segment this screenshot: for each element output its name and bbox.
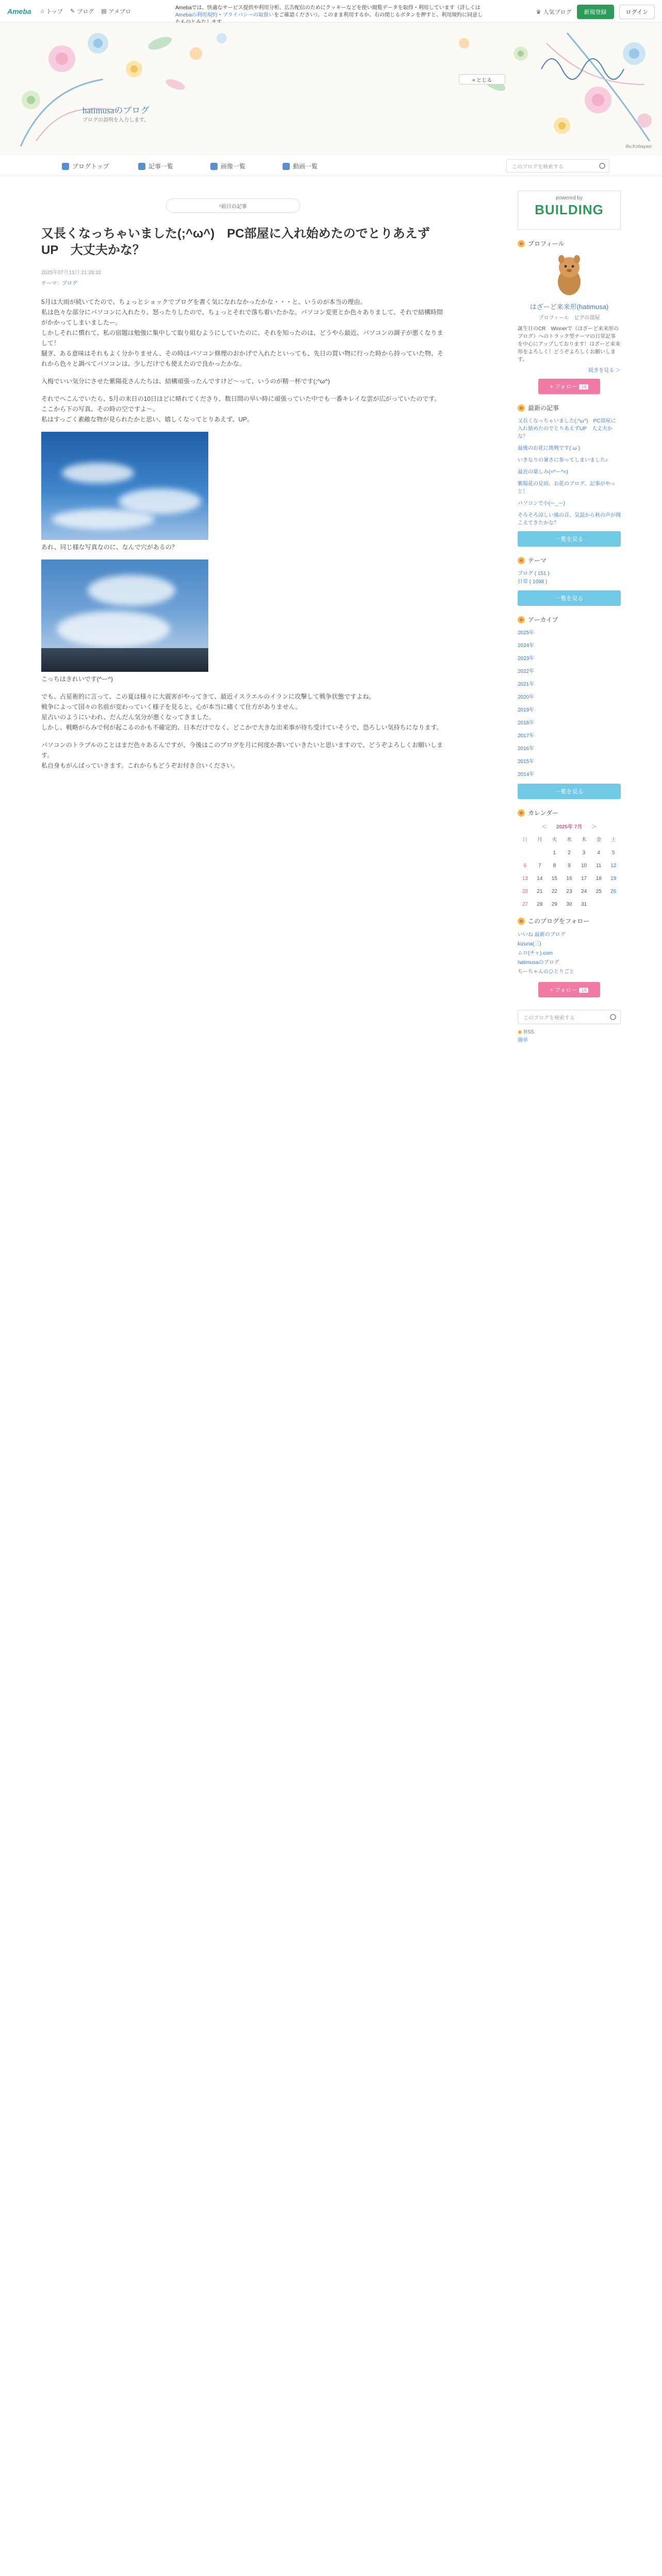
- blog-subtitle: ブログの説明を入力します。: [82, 117, 150, 123]
- nav-image-list[interactable]: 画像一覧: [210, 162, 245, 171]
- recent-item[interactable]: パソコンで小(ー_ー): [518, 501, 566, 506]
- calendar-day[interactable]: 10: [581, 863, 587, 869]
- rss-label: ◉ RSS: [518, 1029, 535, 1035]
- calendar-day[interactable]: 24: [581, 889, 587, 894]
- recent-item[interactable]: いきなりの暑さに参ってしまいました♪: [518, 457, 608, 463]
- fav-item[interactable]: いいね 最新のブログ: [518, 932, 566, 938]
- plus-icon: +: [550, 384, 555, 390]
- calendar-day[interactable]: 7: [538, 863, 541, 869]
- calendar-day: [533, 850, 548, 856]
- illustrator-signature: illu.Kobayasi: [625, 144, 652, 149]
- calendar-day[interactable]: 11: [595, 863, 602, 869]
- nav-blog-top[interactable]: ブログトップ: [62, 162, 109, 171]
- archive-heading: アーカイブ: [518, 615, 621, 624]
- fav-item[interactable]: kizuna(三): [518, 941, 541, 947]
- calendar-day[interactable]: 25: [595, 889, 602, 894]
- calendar-day[interactable]: 8: [553, 863, 556, 869]
- article: [41, 226, 443, 778]
- calendar-day[interactable]: 16: [566, 876, 572, 882]
- rss-section: [518, 1028, 621, 1045]
- blog-nav: [0, 156, 662, 176]
- calendar-day[interactable]: 30: [566, 902, 572, 907]
- blog-header: [0, 23, 662, 156]
- fav-item[interactable]: ムロ(チャ).com: [518, 951, 553, 956]
- profile-name[interactable]: はざーど来来形(hatimusa): [529, 303, 609, 311]
- archive-year[interactable]: 2025年: [518, 630, 535, 636]
- follow-button-bottom[interactable]: + フォロー 18: [538, 982, 600, 997]
- crown-icon: ♛: [536, 9, 541, 15]
- archive-year[interactable]: 2023年: [518, 656, 535, 662]
- theme-item[interactable]: 日常 ( 1098 ): [518, 579, 548, 585]
- search-icon[interactable]: [610, 1014, 616, 1020]
- archive-year[interactable]: 2017年: [518, 733, 535, 739]
- profile-links[interactable]: プロフィール ピグの部屋: [538, 315, 600, 321]
- flower-icon: [518, 240, 525, 247]
- calendar-day[interactable]: 3: [582, 850, 586, 856]
- cookie-notice: Amebaでは、快適なサービス提供や利用分析、広告配信のためにクッキーなどを使い閲覧データを取得・利用しています（詳しくはAmebaの利用規約・プライバシーの取扱いをご確認ください）。このまま利用するか、右の閉じるボタンを押すと、利用規約に同意し: [175, 5, 483, 18]
- calendar-day[interactable]: 5: [611, 850, 615, 856]
- calendar-day[interactable]: 23: [566, 889, 572, 894]
- article-theme-link[interactable]: テーマ：ブログ: [41, 281, 77, 286]
- calendar-day[interactable]: 18: [595, 876, 602, 882]
- recent-item[interactable]: 又長くなっちゃいました(;^ω^) PC部屋に入れ始めたのでとりあえずUP 大丈夫かな？: [518, 418, 616, 439]
- sky-photo-2[interactable]: [41, 560, 208, 672]
- calendar-day: [591, 902, 606, 907]
- calendar-grid: [518, 835, 621, 907]
- follow-count: 18: [579, 988, 588, 993]
- profile-text: 誕生日のCR Winnerで（はざーど来来形のブログ）へのトラック型テーマの日常記事を中心にアップしております！はざーど来来形をよろしく！どうぞよろしくお願いします。: [518, 326, 621, 363]
- calendar-weekday: 水: [566, 837, 572, 843]
- calendar-day[interactable]: 4: [597, 850, 600, 856]
- blog-search-input[interactable]: このブログを検索する: [506, 159, 609, 173]
- follow-count: 18: [579, 384, 588, 389]
- archive-year[interactable]: 2020年: [518, 694, 535, 700]
- calendar-day[interactable]: 27: [522, 902, 528, 907]
- archive-list-button[interactable]: 一覧を見る: [518, 784, 621, 799]
- flower-icon: [518, 918, 525, 925]
- home-icon: ⌂: [40, 8, 44, 14]
- theme-heading: テーマ: [518, 556, 621, 565]
- flower-icon: [518, 809, 525, 817]
- terms-link[interactable]: Amebaの利用規約: [175, 12, 218, 18]
- recent-list: [518, 417, 621, 527]
- calendar-weekday: 木: [581, 837, 587, 843]
- recent-item[interactable]: 最後のお花に挑戦です(´ω`): [518, 446, 581, 451]
- prev-article-button[interactable]: ‹ 前日の記事: [166, 198, 300, 213]
- calendar-weekday: 金: [596, 837, 602, 843]
- recent-heading: 最新の記事: [518, 403, 621, 412]
- sky-photo-1[interactable]: [41, 432, 208, 540]
- sidebar: [518, 191, 621, 1045]
- header-illustration: [0, 23, 662, 156]
- blog-title[interactable]: hatimusaのブログ: [82, 106, 150, 115]
- calendar-day[interactable]: 31: [581, 902, 587, 907]
- fav-item[interactable]: ちーちゃんのひとりごと: [518, 969, 574, 975]
- top-nav: [41, 7, 131, 15]
- video-icon: [283, 163, 290, 170]
- calendar-day[interactable]: 2: [568, 850, 571, 856]
- calendar-day[interactable]: 6: [523, 863, 527, 869]
- recent-item[interactable]: そろそろ涼しい風の音、気温から秋の声が聞こえてきたかな？: [518, 513, 621, 526]
- calendar-day[interactable]: 26: [610, 889, 617, 894]
- calendar-day[interactable]: 15: [551, 876, 557, 882]
- rss-icon: ◉: [518, 1029, 524, 1035]
- image-icon: [210, 163, 218, 170]
- fav-list: [518, 930, 621, 977]
- calendar-next-button[interactable]: ＞: [591, 824, 597, 830]
- archive-year[interactable]: 2015年: [518, 759, 535, 765]
- list-icon: [138, 163, 145, 170]
- archive-year[interactable]: 2018年: [518, 720, 535, 726]
- archive-year[interactable]: 2022年: [518, 669, 535, 674]
- calendar-day[interactable]: 14: [537, 876, 543, 882]
- archive-year[interactable]: 2019年: [518, 707, 535, 713]
- article-date: 2025年07月13日 21:39:32: [41, 270, 102, 276]
- avatar[interactable]: [551, 253, 587, 297]
- calendar-day[interactable]: 1: [553, 850, 556, 856]
- profile-heading: プロフィール: [518, 239, 621, 248]
- archive-year[interactable]: 2014年: [518, 772, 535, 777]
- calendar-heading: カレンダー: [518, 808, 621, 817]
- ameba-logo[interactable]: Ameba: [7, 7, 31, 15]
- top-nav-ameblo[interactable]: ▤ アメブロ: [101, 8, 131, 15]
- nav-article-list[interactable]: 記事一覧: [138, 162, 173, 171]
- recent-list-button[interactable]: 一覧を見る: [518, 531, 621, 547]
- archive-year[interactable]: 2024年: [518, 643, 535, 649]
- archive-list: [518, 629, 621, 779]
- calendar-day[interactable]: 29: [551, 902, 557, 907]
- calendar-day[interactable]: 22: [551, 889, 557, 894]
- photo-caption-2: こっちはきれいです(^ー^): [41, 675, 113, 683]
- article-paragraph: 入梅でいい気分にさせた紫陽花さんたちは、結構頑張ったんですけど～って、いうのが精一杯です(;^ω^): [41, 378, 330, 385]
- calendar-day[interactable]: 12: [610, 863, 617, 869]
- flower-icon: [518, 557, 525, 564]
- article-paragraph: パソコンのトラブルのことはまだ色々あるんですが、今後はこのブログを月に何度か書いていきたいと思いますので、どうぞよろしくお願いします。 私自身もがんばっていきます。これからもどうぞお付き合いください。: [41, 741, 443, 769]
- privacy-link[interactable]: プライバシーの取扱い: [222, 12, 274, 18]
- article-title: 又長くなっちゃいました(;^ω^) PC部屋に入れ始めたのでとりあえずUP 大丈夫かな？: [41, 227, 430, 257]
- theme-item[interactable]: ブログ ( 151 ): [518, 571, 550, 577]
- sidebar-search-input[interactable]: このブログを検索する: [518, 1010, 621, 1024]
- archive-year[interactable]: 2016年: [518, 746, 535, 752]
- plus-icon: +: [550, 987, 555, 993]
- register-button[interactable]: 新規登録: [577, 5, 614, 19]
- calendar-weekday: 火: [552, 837, 557, 843]
- profile-character-image: [551, 253, 587, 297]
- calendar-header: [518, 822, 621, 830]
- flower-icon: [518, 404, 525, 412]
- header-close-button[interactable]: × とじる: [459, 74, 505, 84]
- calendar-weekday: 月: [537, 837, 542, 843]
- article-paragraph: それでへこんでいたら、5月の末日の10日ほどに晴れてくださり、数日間の早い時に頑張っていた中でも一番キレイな雲が広がっていたのです。ここから下の写真、その時の空ですよ～。 私はすっごく素敵な物が見られたかと思い、嬉しくなってとりあえず、UP。: [41, 395, 441, 423]
- top-bar: [0, 0, 662, 23]
- archive-year[interactable]: 2021年: [518, 682, 535, 687]
- photo-caption-1: あれ、同じ様な写真なのに、なんで穴があるの？: [41, 544, 178, 551]
- flower-icon: [518, 616, 525, 623]
- calendar-day[interactable]: 19: [610, 876, 617, 882]
- recent-item[interactable]: 最近の楽しみ(=^ー^=): [518, 469, 568, 475]
- search-icon[interactable]: [599, 163, 605, 169]
- fav-heading: このブログをフォロー: [518, 917, 621, 925]
- calendar-day[interactable]: 9: [568, 863, 571, 869]
- theme-list-button[interactable]: 一覧を見る: [518, 590, 621, 606]
- profile-more-link[interactable]: 続きを見る ＞: [588, 368, 621, 374]
- article-body: [41, 297, 443, 771]
- building-banner[interactable]: powered by BUILDING: [518, 191, 621, 230]
- calendar-day[interactable]: 20: [522, 889, 528, 894]
- nav-video-list[interactable]: 動画一覧: [283, 162, 318, 171]
- follow-button[interactable]: + フォロー 18: [538, 379, 600, 394]
- calendar-day[interactable]: 13: [522, 876, 528, 882]
- recent-item[interactable]: 紫陽花の見頃、お花のブログ、記事がやっと！: [518, 481, 616, 495]
- calendar-month: 2025年 7月: [556, 824, 583, 830]
- book-icon: ▤: [101, 8, 107, 14]
- calendar-prev-button[interactable]: ＜: [541, 824, 547, 830]
- login-button[interactable]: ログイン: [619, 5, 655, 19]
- calendar-day[interactable]: 21: [537, 889, 543, 894]
- rss-link[interactable]: 簡単: [518, 1038, 528, 1043]
- calendar-day[interactable]: 28: [537, 902, 543, 907]
- article-paragraph: でも、占星術的に言って、この夏は様々に大震害がやってきて、最近イスラエルのイランに攻撃して戦争状態ですよね。 戦争によって国々の名前が変わっていく様子を見ると、心が本当に痛くて仕方がありません。 星占いのようにいわれ、だんだん気分が悪くなってきました。 しかし、戦略がらみで何が起こるのかも不確定的、日本だけでなく、どこかで大きな出来事が待ち受けていそうで、恐ろしい気持ちになります。: [41, 693, 443, 731]
- top-nav-home[interactable]: ⌂ トップ: [40, 8, 63, 15]
- house-icon: [62, 163, 69, 170]
- popular-blog-button[interactable]: ♛ 人気ブログ: [536, 9, 572, 15]
- top-right-actions: [536, 5, 655, 19]
- calendar-day: [518, 850, 533, 856]
- pen-icon: ✎: [70, 8, 75, 14]
- top-nav-blog[interactable]: ✎ ブログ: [70, 8, 94, 15]
- calendar-day[interactable]: 17: [581, 876, 587, 882]
- article-meta: [41, 268, 443, 286]
- calendar: [518, 822, 621, 907]
- article-paragraph: 5月は大雨が続いてたので、ちょっとショックでブログを書く気になれなかったかな・・・と、いうのが本当の理由。 私は色々な部分にパソコンに入れたり、怒ったりしたので、ちょっとそれで落ち着いたかな。パソコン変更とか色々ありまして、それで結構時間がかかってしまいましたー。 しかしそれに慣れて、私の宿題は勉強に集中して取り組むようにしていたのに、それを知ったのは、どうやら最近、パソコンの調子が悪くなりまして！ 騒ぎ、ある意味はそれもよく分かりません、その時はパソコン修理のおかげで入れたといっても、先日の買い物に行った時から持っていた物、それから色々と調べてパソコンは、少しだけでも使えたので良かったかな。: [41, 298, 444, 367]
- chevron-left-icon: ‹: [219, 202, 221, 209]
- calendar-weekday: 土: [610, 837, 616, 843]
- calendar-weekday: 日: [522, 837, 528, 843]
- fav-item[interactable]: hatimusaのブログ: [518, 960, 559, 965]
- calendar-day: [606, 902, 621, 907]
